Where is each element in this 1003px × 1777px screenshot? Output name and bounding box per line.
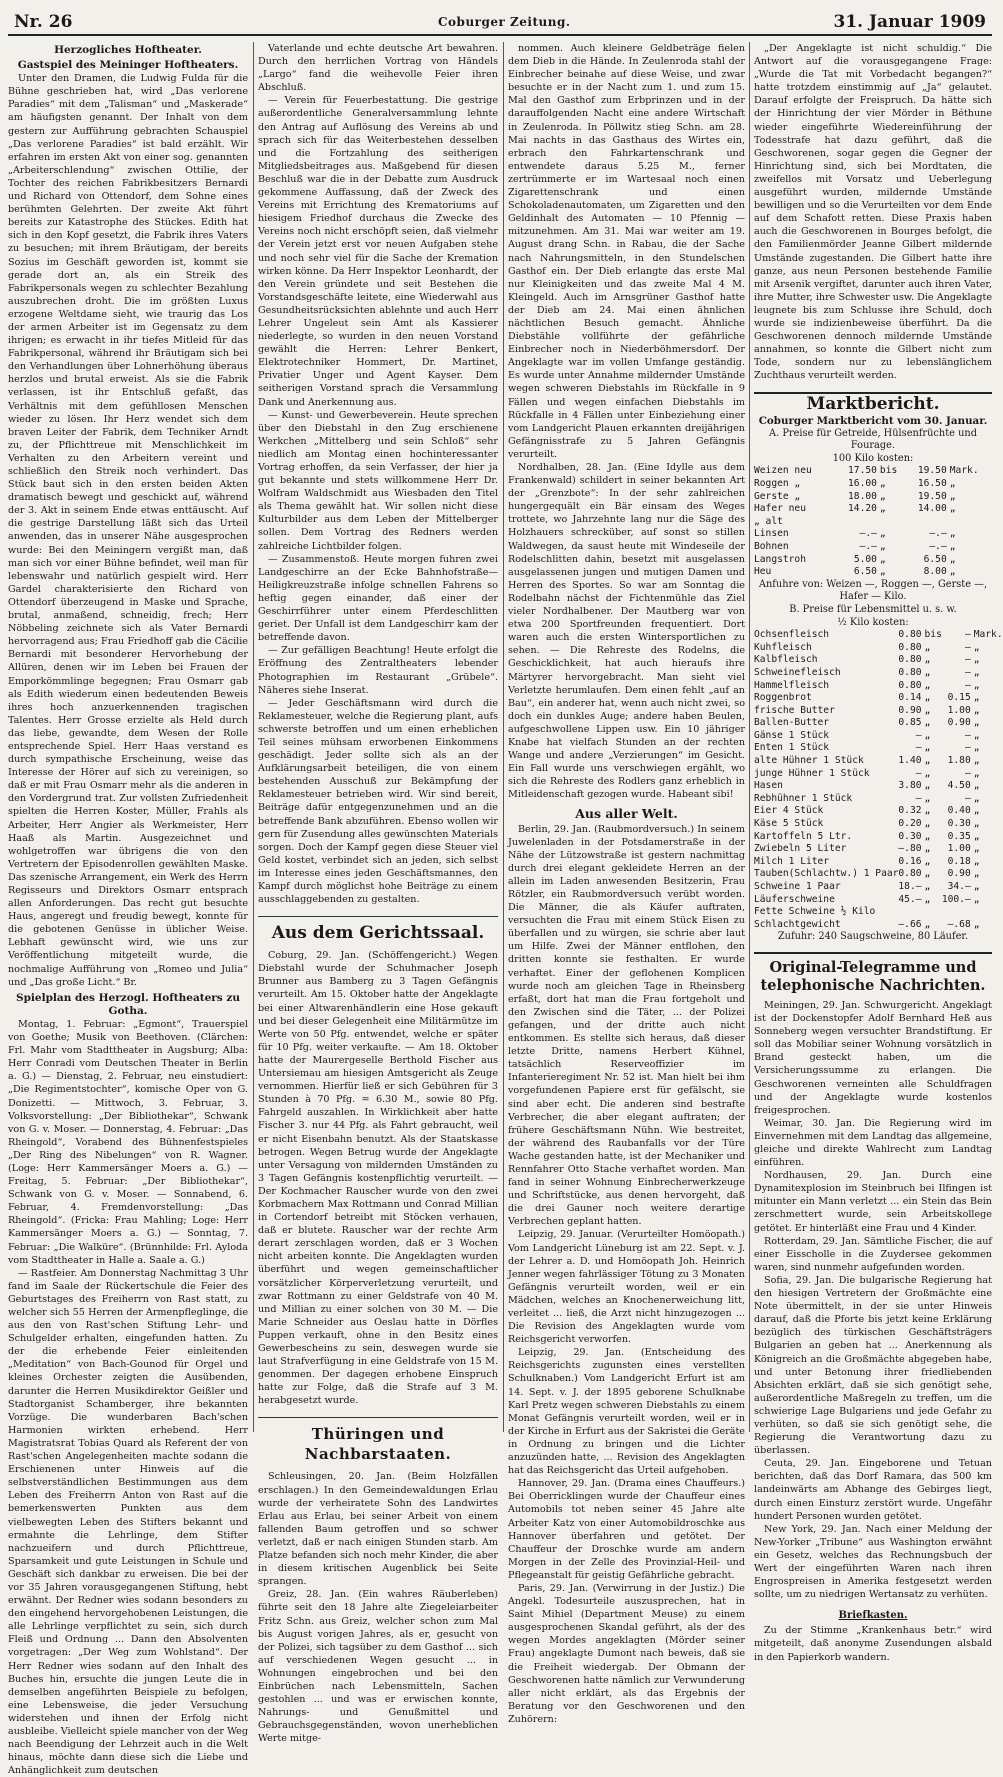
- article-paragraph: Greiz, 28. Jan. (Ein wahres Räuberleben) führte seit den 18 Jahre alte Ziegeleiarbeiter Fritz Schn. aus Greiz, welcher schon zum Mal bis August vorigen Jahres, als er, gesucht von der Polizei, sich tagsüber zu dem Gasthof ... sich auf verschiedenen Wegen gesucht ... in Wohnungen eingebrochen und bei den Einbrüchen nach Lebensmitteln, Sachen gestohlen ... und was er erwischen konnte, Nahrungs- und Genußmittel und Gebrauchsgegenständen, wovon unerheblichen Werte mitge-: [258, 1589, 498, 1745]
- market-price-low: 0.80: [898, 654, 922, 666]
- market-supply: Anfuhre von: Weizen —, Roggen —, Gerste —, Hafer — Kilo.: [758, 578, 988, 603]
- market-range-word: „: [924, 729, 931, 741]
- article-paragraph: — Zusammenstoß. Heute morgen fuhren zwei Landgeschirre an der Ecke Bahnhofstraße—Heiligkreuzstraße infolge schnellen Fahrens so heftig gegen einander, daß einer der Geschirrführer unter einem Pferdeschlitten geriet. Der Unfall ist dem Landgeschirr kam der betreffende davon.: [258, 553, 498, 644]
- market-row: [754, 465, 992, 478]
- market-price-low: —: [915, 742, 922, 754]
- market-price-low: 16.00: [848, 478, 877, 489]
- market-price-unit: „: [949, 478, 956, 489]
- market-price-unit: „: [949, 540, 956, 552]
- market-range-word: „: [879, 478, 886, 489]
- market-row: [754, 856, 1003, 869]
- market-price-high: —: [964, 654, 971, 666]
- market-range-word: „: [879, 553, 886, 565]
- market-price-high: —: [964, 629, 971, 641]
- article-paragraph: Unter den Dramen, die Ludwig Fulda für die Bühne geschrieben hat, wird „Das verlorene Paradies“ mit dem „Talisman“ und „Maskerade“ am häufigsten genannt. Der Inhalt von dem gestern zur Aufführung gebrachten Schauspiel „Das verlorene Paradies“ ist bald erzählt. Wir erfahren im ersten Akt von einer sog. genannten „Arbeiterschlendung“ zwischen Ottilie, der Tochter des reichen Fabrikbesitzers Bernardi und Richard von Ottendorf, dem Sohne eines berühmten Gelehrten. Der zweite Akt führt bereits zur Katastrophe des Stückes. Edith hat sich in den Kopf gesetzt, die Fabrik ihres Vaters zu besuchen; mit ihrem Bräutigam, der bereits Sozius im Geschäft geworden ist, kommt sie gerade dort an, als ein Streik des Fabrikpersonals wegen zu schlechter Bezahlung auszubrechen droht. Die im größten Luxus erzogene Weltdame sieht, wie traurig das Los der armen Arbeiter ist im Gegensatz zu dem ihrigen; es erwacht in ihr tiefes Mitleid für das Fabrikpersonal, während ihr Bräutigam sich bei den Verhandlungen über Lohnerhöhung überaus herzlos und brutal erweist. Als sie die Fabrik verlassen, ist ihr Entschluß gefaßt, das Verhältnis mit dem gefühllosen Menschen wieder zu lösen. Ihr Herz wendet sich dem braven Leiter der Fabrik, dem Techniker Arndt zu, der Pflichttreue mit Menschlichkeit im Verhalten zu den Arbeitern vereint und schließlich den Streik noch verhindert. Das Stück baut sich in den ersten beiden Akten dramatisch bewegt und geschickt auf, während der 3. Akt in seinem Ende etwas enttäuscht. Auf die gestrige Darstellung läßt sich das Urteil anwenden, das in unserer Nähe ausgesprochen wurde: Bei den Meiningern vergißt man, daß man sich vor einer Bühne befindet, weil man für lebenswahr und natürlich gespielt wird. Herr Gardel charakterisierte den Richard von Ottendorf überzeugend in Maske und Sprache, brutal, anmaßend, schneidig, frech; Herr Nöbbeling zeichnete sich als Vater Bernardi hervorragend aus; Frau Friedhoff gab die Cäcilie Bernardi mit besonderer Hervorhebung der Allüren, denen wir im Leben bei Frauen der Emporkömmlinge begegnen; Frau Osmarr gab als Edith wiederum einen bedeutenden Beweis ihres hoch anzuerkennenden tragischen Talentes. Herr Grosse erzielte als Held durch das liebe, gewandte, dem Wesen der Rolle entsprechende Spiel. Herr Haas verstand es durch sympathische Erscheinung, weise das Interesse der Hörer auf sich zu vereinigen, so daß er mit Frau Osmarr mehr als die anderen in den Vordergrund trat. Zur vollsten Zufriedenheit spielten die Herren Koster, Müller, Frahls als Arbeiter, Herr Angier als Werkmeister, Herr Haaß als Martin. Ausgezeichnet und wohlgetroffen war übrigens die von den Vertretern der Episodenrollen gewählten Maske. Das szenische Arrangement, ein Werk des Herrn Regisseurs und Direktors Osmarr entsprach allen Anforderungen. Das recht gut besuchte Haus, angeregt und freudig bewegt, konnte für die gebotenen Genüsse in üblicher Weise. Lebhaft gewünscht wird, wie uns zur Veröffentlichung mitgeteilt wurde, die nochmalige Aufführung von „Romeo und Julia“ und „Das große Licht.“ Br.: [8, 73, 248, 988]
- market-price-unit: „: [973, 855, 980, 867]
- market-item-label: Enten 1 Stück: [754, 742, 830, 754]
- market-range-word: „: [924, 893, 931, 905]
- market-range-word: „: [924, 818, 931, 830]
- market-price-low: 17.50: [848, 465, 877, 477]
- market-price-high: [942, 906, 971, 919]
- page-header: [8, 6, 992, 36]
- market-price-unit: „: [973, 755, 980, 767]
- market-row: [754, 730, 1003, 743]
- market-range-word: „: [924, 717, 931, 729]
- market-report-title: Marktbericht.: [754, 392, 992, 411]
- article-paragraph: nommen. Auch kleinere Geldbeträge fielen dem Dieb in die Hände. In Zeulenroda stahl der Einbrecher beinahe auf diese Weise, und zwar besuchte er in der Nacht zum 1. und zum 15. Mal den Gasthof zum Erbprinzen und in der darauffolgenden Nacht eine andere Wirtschaft in Zeulenroda. In Pöllwitz stieg Schn. am 28. Mai nachts in das Gasthaus des Wirtes ein, erbrach den Fahrkartenschrank und entwendete daraus 5.25 M., ferner zertrümmerte er im Wartesaal noch einen Zigarettenschrank und einen Schokoladenautomaten, um Zigaretten und den Geldinhalt des Automaten — 10 Pfennig — mitzunehmen. Am 31. Mai war weiter am 19. August drang Schn. in Rabau, die der Sache nach Nahrungsmitteln, in den Stundelschen Gasthof ein. Der Dieb erlangte das erste Mal nur Kleinigkeiten und das zweite Mal 4 M. Kleingeld. Auch im Arnsgrüner Gasthof hatte der Dieb am 24. Mai einen ähnlichen nächtlichen Besuch gemacht. Ähnliche Diebstähle vollführte der gefährliche Einbrecher noch in Niederböhmersdorf. Der Angeklagte war im vollen Umfange geständig. Es wurde unter Annahme mildernder Umstände wegen schweren Diebstahls im Rückfalle in 9 Fällen und wegen einfachen Diebstahls im Rückfalle in 4 Fällen unter Einbeziehung einer vom Landgericht Plauen erkannten dreijährigen Gefängnisstrafe zu 5 Jahren Gefängnis verurteilt.: [508, 43, 745, 460]
- market-price-unit: „: [973, 704, 980, 716]
- section-heading-region: Thüringen und Nachbarstaaten.: [258, 1417, 498, 1464]
- article-paragraph: — Jeder Geschäftsmann wird durch die Reklamesteuer, welche die Regierung plant, aufs schwerste betroffen und um einen erheblichen Teil seines mühsam erworbenen Einkommens geschädigt. Jeder sollte sich als an der Aufklärungsarbeit beteiligen, die von einem bestehenden Ausschuß zur Bekämpfung der Reklamesteuer betrieben wird. Wir sind bereit, Beiträge dafür entgegenzunehmen und an die betreffende Bank abzuführen. Ebenso wollen wir gern für Zusendung alles gewünschten Materials sorgen. Doch der Kampf gegen diese Steuer viel Geld kostet, verbindet sich an jeden, sich selbst im Interesse eines jeden Geschäftsmannes, den Kampf durch möglichst hohe Beiträge zu einem ausschlaggebenden zu gestalten.: [258, 697, 498, 906]
- market-price-low: —.66: [898, 918, 922, 930]
- market-price-unit: „: [949, 566, 956, 578]
- market-item-label: Ballen-Butter: [754, 717, 830, 729]
- article-paragraph: Meiningen, 29. Jan. Schwurgericht. Angeklagt ist der Dockenstopfer Adolf Bernhard Heß aus Sonneberg wegen versuchter Brandstiftung. Er soll das Mobiliar seiner Wohnung vorsätzlich in Brand gesteckt haben, um die Versicherungssumme zu erlangen. Die Geschworenen verneinten alle Schuldfragen und der Angeklagte wurde kostenlos freigesprochen.: [754, 999, 992, 1116]
- market-price-unit: „: [973, 767, 980, 779]
- market-row: [754, 516, 992, 529]
- market-range-word: bis: [924, 629, 942, 641]
- section-heading-telegrams: Original-Telegramme und telephonische Nachrichten.: [754, 952, 992, 995]
- market-item-label: Ochsenfleisch: [754, 629, 830, 641]
- market-item-label: Kalbfleisch: [754, 654, 818, 666]
- section-heading-mailbox: Briefkasten.: [838, 1610, 908, 1622]
- market-item-label: Käse 5 Stück: [754, 818, 824, 830]
- market-price-high: —: [964, 666, 971, 678]
- market-row: [754, 566, 992, 579]
- market-row: [754, 692, 1003, 705]
- market-item-label: Schlachtgewicht: [754, 918, 841, 930]
- market-row: [754, 478, 992, 491]
- market-range-word: „: [924, 855, 931, 867]
- market-row: [754, 793, 1003, 806]
- market-price-unit: „: [973, 805, 980, 817]
- market-item-label: Fette Schweine ½ Kilo: [754, 906, 876, 918]
- market-item-label: Linsen: [754, 528, 789, 540]
- market-range-word: bis: [879, 465, 898, 477]
- market-item-label: frische Butter: [754, 704, 835, 716]
- market-report-subtitle: Coburger Marktbericht vom 30. Januar.: [758, 414, 988, 427]
- market-row: [754, 805, 1003, 818]
- market-price-high: —: [964, 742, 971, 754]
- market-price-high: —.68: [947, 918, 971, 930]
- market-range-word: „: [924, 918, 931, 930]
- market-price-high: —: [964, 729, 971, 741]
- market-range-word: „: [924, 692, 931, 704]
- market-price-low: 0.30: [898, 830, 922, 842]
- market-row: [754, 667, 1003, 680]
- market-price-unit: „: [973, 830, 980, 842]
- market-section-a: A. Preise für Getreide, Hülsenfrüchte und Fourage.: [769, 427, 977, 452]
- market-row: [754, 680, 1003, 693]
- market-item-label: „ alt: [754, 515, 783, 527]
- market-item-label: Hafer neu: [754, 503, 806, 515]
- market-price-low: 0.16: [898, 855, 922, 867]
- market-item-label: Tauben(Schlachtw.) 1 Paar: [754, 868, 899, 880]
- market-price-unit: [947, 516, 992, 529]
- market-price-high: 0.15: [947, 692, 971, 704]
- market-price-low: 0.85: [898, 717, 922, 729]
- market-row: [754, 742, 1003, 755]
- market-range-word: „: [924, 805, 931, 817]
- article-paragraph: Montag, 1. Februar: „Egmont“, Trauerspiel von Goethe; Musik von Beethoven. (Clärchen: Frl. Mahr vom Stadttheater in Augsburg; Alba: Herr Conradi vom Deutschen Theater in Berlin a. G.) — Dienstag, 2. Februar, neu einstudiert: „Die Regimentstochter“, komische Oper von G. Donizetti. — Mittwoch, 3. Februar, 3. Volksvorstellung: „Der Bibliothekar“, Schwank von G. v. Moser. — Donnerstag, 4. Februar: „Das Rheingold“, Vorabend des Bühnenfestspieles „Der Ring des Nibelungen“ von R. Wagner. (Loge: Herr Kammersänger Moers a. G.) — Freitag, 5. Februar: „Der Bibliothekar“, Schwank von G. v. Moser. — Sonnabend, 6. Februar, 4. Fremdenvorstellung: „Das Rheingold“. (Fricka: Frau Mahling; Loge: Herr Kammersänger Moers a. G.) — Sonntag, 7. Februar: „Die Walküre“. (Brünnhilde: Frl. Ayloda vom Stadttheater in Halle a. Saale a. G.): [8, 1018, 248, 1266]
- market-price-unit: „: [973, 918, 980, 930]
- market-price-low: 0.80: [898, 679, 922, 691]
- market-price-low: —.—: [859, 528, 877, 540]
- market-price-unit: „: [949, 503, 956, 515]
- market-price-low: 0.80: [898, 868, 922, 880]
- market-section-b: B. Preise für Lebensmittel u. s. w.: [789, 603, 957, 615]
- article-paragraph: Rotterdam, 29. Jan. Sämtliche Fischer, die auf einer Eisscholle in die Zuydersee gekommen waren, sind nunmehr aufgefunden worden.: [754, 1235, 992, 1273]
- market-price-low: 3.80: [898, 780, 922, 792]
- market-row: [754, 629, 1003, 642]
- market-price-unit: „: [973, 780, 980, 792]
- market-range-word: „: [924, 679, 931, 691]
- market-range-word: [922, 906, 942, 919]
- market-price-high: 34.—: [947, 881, 971, 892]
- market-price-low: —.80: [898, 843, 922, 855]
- market-price-unit: „: [973, 641, 980, 653]
- market-price-low: [898, 906, 921, 919]
- market-row: [754, 818, 1003, 831]
- article-paragraph: „Der Angeklagte ist nicht schuldig.“ Die Antwort auf die vorausgegangene Frage: „Wurde die Tat mit Vorbedacht begangen?“ hatte trotzdem einstimmig auf „Ja“ gelautet. Darauf erfolgte der Freispruch. Da hätte sich der Hinrichtung der vier Mörder in Béthune wieder eingeführte Wiedereinführung der Todesstrafe hat dazu geführt, daß die Geschworenen, sogar gegen die Gegner der Hinrichtung sind, sich bei Mordtaten, die zweifellos mit Vorsatz und Ueberlegung ausgeführt wurden, mildernde Umstände bewilligen und so die Verurteilten vor dem Ende auf dem Schafott retten. Diese Praxis haben auch die Geschworenen in Bourges befolgt, die den Familienmörder Jeanne Gilbert mildernde Umstände zugestanden. Die Gilbert hatte ihre ganze, aus neun Personen bestehende Familie mit Arsenik vergiftet, darunter auch ihren Vater, ihre Mutter, ihre Schwester usw. Die Angeklagte leugnete bis zum Schlusse ihre Schuld, doch wurde sie indizienbeweise überführt. Da die Geschworenen dennoch mildernde Umstände annahmen, so konnte die Gilbert nicht zum Tode, sondern nur zu lebenslänglichem Zuchthaus verurteilt werden.: [754, 43, 992, 382]
- column-1: [8, 42, 248, 1777]
- market-range-word: „: [924, 843, 931, 855]
- market-range-word: „: [879, 490, 886, 502]
- issue-number: Nr. 26: [14, 12, 73, 32]
- market-item-label: Heu: [754, 566, 772, 578]
- market-price-high: 1.80: [947, 755, 971, 767]
- market-price-unit: „: [973, 792, 980, 804]
- market-price-high: 8.00: [923, 566, 947, 578]
- market-price-high: —.—: [929, 528, 947, 540]
- article-paragraph: Vaterlande und echte deutsche Art bewahren. Durch den herrlichen Vortrag von Händels „Largo“ fand die weihevolle Feier ihren Abschluß.: [258, 43, 498, 94]
- market-range-word: „: [879, 540, 886, 552]
- market-row: [754, 831, 1003, 844]
- market-row: [754, 642, 1003, 655]
- market-price-high: 16.50: [917, 478, 947, 489]
- market-range-word: „: [879, 503, 886, 515]
- market-price-high: 0.40: [947, 805, 971, 817]
- market-range-word: [877, 516, 906, 529]
- article-paragraph: New York, 29. Jan. Nach einer Meldung der New-Yorker „Tribune“ aus Washington erwähnt ein Gesetz, welches das Rechnungsbuch der Wert der eingeführten Waren nach ihren Engrospreisen in Amerika festgesetzt werden sollte, um zu niedrigen Wertansatz zu verhüten.: [754, 1523, 992, 1601]
- market-range-word: „: [924, 641, 931, 653]
- article-paragraph: — Zur gefälligen Beachtung! Heute erfolgt die Eröffnung des Zentraltheaters lebender Photographien im Restaurant „Grübele“. Näheres siehe Inserat.: [258, 645, 498, 696]
- market-price-high: —: [964, 641, 971, 653]
- market-table-grain: [754, 465, 992, 578]
- market-price-unit: „: [949, 490, 956, 502]
- market-range-word: „: [924, 830, 931, 842]
- market-item-label: Bohnen: [754, 540, 789, 552]
- market-range-word: „: [924, 881, 931, 892]
- article-paragraph: Nordhausen, 29. Jan. Durch eine Dynamitexplosion im Steinbruch bei Ilfingen ist mitunter ein Mann verletzt ... ein Stein das Bein zerschmettert wurde, sein Arbeitskollege getötet. Er hinterläßt eine Frau und 4 Kinder.: [754, 1170, 992, 1234]
- market-item-label: Hammelfleisch: [754, 679, 830, 691]
- article-paragraph: — Verein für Feuerbestattung. Die gestrige außerordentliche Generalversammlung lehnte den Antrag auf Auflösung des Vereins ab und sprach sich für das Weiterbestehen desselben und die Fortzahlung des seitherigen Mitgliedsbeitrages aus. Maßgebend für diesen Beschluß war die in der Debatte zum Ausdruck gekommene Auffassung, daß der Zweck des Vereins mit Errichtung des Krematoriums auf hiesigem Friedhof durchaus die Zwecke des Vereins noch nicht erschöpft seien, daß vielmehr der Verein jetzt erst vor neuen Aufgaben stehe und noch sehr viel für die Sache der Kremation wirken könne. Da Herr Inspektor Leonhardt, der den Verein gründete und seit Bestehen die Vorstandsgeschäfte leitete, eine Wiederwahl aus Gesundheitsrücksichten ablehnte und auch Herr Lehrer Ungeleut sein Amt als Kassierer niederlegte, so wurden in den neuen Vorstand gewählt die Herren: Lehrer Benkert, Elektrotechniker Hommert, Dr. Martinet, Privatier Unger und Agent Kayser. Dem seitherigen Vorstand sprach die Versammlung Dank und Anerkennung aus.: [258, 95, 498, 408]
- market-price-low: 14.20: [848, 503, 877, 515]
- market-item-label: Schweine 1 Paar: [754, 881, 841, 892]
- market-price-unit: „: [973, 654, 980, 666]
- market-item-label: Weizen neu: [754, 465, 812, 477]
- issue-date: 31. Januar 1909: [833, 12, 986, 32]
- article-paragraph: Leipzig, 29. Jan. (Entscheidung des Reichsgerichts zugunsten eines verstellten Schulknaben.) Vom Landgericht Erfurt ist am 14. Sept. v. J. der 1895 geborene Schulknabe Karl Pretz wegen schweren Diebstahls zu einem Monat Gefängnis verurteilt worden, weil er in der Kirche in Erfurt aus der Sakristei die Geräte in Ordnung zu bringen und die Lichter anzuzünden hatte, ... Revision des Angeklagten hat das Reichsgericht das Urteil aufgehoben.: [508, 1347, 745, 1477]
- market-item-label: Läuferschweine: [754, 893, 835, 905]
- market-price-unit: „: [973, 868, 980, 880]
- market-price-low: 6.50: [853, 566, 877, 578]
- market-price-high: 0.18: [947, 855, 971, 867]
- column-divider: [503, 42, 504, 1432]
- market-item-label: Rebhühner 1 Stück: [754, 792, 853, 804]
- market-price-unit: „: [973, 843, 980, 855]
- market-row: [754, 717, 1003, 730]
- section-heading-court: Aus dem Gerichtssaal.: [258, 916, 498, 943]
- market-range-word: „: [924, 767, 931, 779]
- market-unit-b: ½ Kilo kosten:: [837, 616, 909, 628]
- article-subheading: Gastspiel des Meininger Hoftheaters.: [17, 59, 239, 72]
- market-price-unit: Mark.: [973, 629, 1003, 641]
- market-price-high: [906, 516, 947, 529]
- market-price-low: —: [915, 729, 922, 741]
- market-price-unit: „: [973, 893, 980, 905]
- market-item-label: junge Hühner 1 Stück: [754, 767, 870, 779]
- market-price-high: 4.50: [947, 780, 971, 792]
- article-paragraph: — Kunst- und Gewerbeverein. Heute sprechen über den Diebstahl in den Zug erschienene Werkchen „Mittelberg und sein Schloß“ sehr niedlich am Montag einen hochinteressanter Vortrag erhoffen, da sein Verfasser, der hier ja gut bekannte und stets willkommene Herr Dr. Wolfram Waldschmidt aus Wiesbaden den Titel als Thema gewählt hat. Wir sollen nicht diese Kulturbilder aus dem Leben der Mittelberger sollen. Dem Vortrag des Redners werden zahlreiche Lichtbilder folgen.: [258, 409, 498, 552]
- market-item-label: Milch 1 Liter: [754, 855, 830, 867]
- market-item-label: Kuhfleisch: [754, 641, 812, 653]
- market-item-label: Gänse 1 Stück: [754, 729, 830, 741]
- market-price-unit: „: [973, 666, 980, 678]
- market-row: [754, 868, 1003, 881]
- market-row: [754, 843, 1003, 856]
- market-price-low: 18.—: [898, 881, 922, 892]
- market-price-high: —: [964, 792, 971, 804]
- newspaper-page: [8, 6, 1003, 1777]
- market-range-word: „: [924, 792, 931, 804]
- market-price-low: [836, 516, 877, 529]
- column-4: [754, 42, 1003, 1663]
- market-price-low: —: [915, 767, 922, 779]
- schedule-heading: Spielplan des Herzogl. Hoftheaters zu Gotha.: [16, 991, 240, 1017]
- market-range-word: „: [924, 868, 931, 880]
- market-range-word: „: [924, 666, 931, 678]
- article-paragraph: Nordhalben, 28. Jan. (Eine Idylle aus dem Frankenwald) schildert in seiner bekannten Art der „Grenzbote“: In der sehr zahlreichen hungergequält ein Bär einsam des Weges trottete, wo Jahrzehnte lang nur die Säge des Holzhauers schrecküber, auf sonst so stillen Waldwegen, da saust heute mit Windeseile der Rodelschlitten dahin, besetzt mit ausgelassen ausgelassenen jungen und mutigen Damen und Herren des Sportes. So war am Sonntag die Rodelbahn nächst der Fichtenmühle das Ziel vieler Nordhalbener. Der Mautberg war von etwa 200 Sportfreunden frequentiert. Dort waren auch die ersten Wintersportlichen zu sehen. — Die Rehreste des Rodelns, die Geschicklichkeit, hat auch hieraufs ihre Märtyrer hervorgebracht. Man sieht viel Verletzte herumlaufen. Dem einen fehlt „auf an Bau“, ein anderer hat, wenn auch nicht zwei, so doch ein dunkles Auge; andere haben Beulen, aufgeschwollene Lippen usw. Ein 10 jähriger Knabe hat vielfach Stunden an der rechten Wange und andere „Verzierungen“ im Gesicht. Ein Fall wurde uns verschwiegen ergählt, wo sich die Rehreste des Rodlers ganz erheblich in Mitleidenschaft gezogen wurde. Habeant sibi!: [508, 462, 745, 801]
- market-price-high: 0.35: [947, 830, 971, 842]
- market-range-word: „: [924, 704, 931, 716]
- market-range-word: „: [879, 566, 886, 578]
- market-price-low: 18.00: [848, 490, 877, 502]
- market-price-high: 19.50: [917, 490, 947, 502]
- market-price-low: 0.32: [898, 805, 922, 817]
- market-item-label: alte Hühner 1 Stück: [754, 755, 864, 767]
- market-table-food: [754, 629, 1003, 931]
- market-price-high: 0.30: [947, 818, 971, 830]
- market-price-high: —.—: [929, 540, 947, 552]
- section-heading-theater: Herzogliches Hoftheater.: [54, 44, 202, 56]
- market-price-unit: [971, 906, 1003, 919]
- market-price-low: 1.40: [898, 755, 922, 767]
- market-price-unit: „: [973, 742, 980, 754]
- market-price-low: 0.80: [898, 629, 922, 641]
- market-row: [754, 768, 1003, 781]
- market-range-word: „: [924, 742, 931, 754]
- article-paragraph: Weimar, 30. Jan. Die Regierung wird im Einvernehmen mit dem Landtag das allgemeine, gleiche und direkte Wahlrecht zum Landtag einführen.: [754, 1117, 992, 1169]
- article-paragraph: Schleusingen, 20. Jan. (Beim Holzfällen erschlagen.) In den Gemeindewaldungen Erlau wurde der verheiratete Sohn des Landwirtes Erlau aus Erlau, bei seiner Arbeit von einem fallenden Baum getroffen und so schwer verletzt, daß er nach einigen Stunden starb. Am Platze befanden sich noch mehr Kinder, die aber in diesem kritischen Augenblick bei Seite sprangen.: [258, 1471, 498, 1588]
- market-price-high: —: [964, 767, 971, 779]
- market-item-label: Gerste „: [754, 490, 801, 502]
- market-row: [754, 755, 1003, 768]
- market-price-high: 100.—: [941, 893, 971, 905]
- market-item-label: Zwiebeln 5 Liter: [754, 843, 847, 855]
- market-price-unit: „: [973, 717, 980, 729]
- market-range-word: „: [879, 528, 886, 540]
- market-item-label: Roggen „: [754, 478, 801, 489]
- column-divider: [749, 42, 750, 1432]
- market-price-high: 19.50: [917, 465, 947, 477]
- market-row: [754, 528, 992, 541]
- market-price-high: 1.00: [947, 704, 971, 716]
- article-paragraph: Leipzig, 29. Januar. (Verurteilter Homöopath.) Vom Landgericht Lüneburg ist am 22. Sept. v. J. der Lehrer a. D. und Homöopath Joh. Heinrich Jenner wegen fahrlässiger Tötung zu 3 Monaten Gefängnis verurteilt worden, weil er ein Mädchen, welches an Knochenerweichung litt, verleitet ... ließ, die Arzt nicht hinzugezogen ... Die Revision des Angeklagten wurde vom Reichsgericht verworfen.: [508, 1229, 745, 1346]
- market-item-label: Schweinefleisch: [754, 666, 841, 678]
- article-paragraph: Coburg, 29. Jan. (Schöffengericht.) Wegen Diebstahl wurde der Schuhmacher Joseph Brunner aus Bamberg zu 3 Tagen Gefängnis verurteilt. Am 15. Oktober hatte der Angeklagte bei einer Altwarenhändlerin eine Hose gekauft und bei dieser Gelegenheit eine Militärmütze im Werte von 50 Pfg. entwendet, welche er später für 10 Pfg. weiter verkaufte. — Am 18. Oktober hatte der Maurergeselle Berthold Fischer aus Untersiemau am hiesigen Amtsgericht als Zeuge vernommen. Hierfür ließ er sich Gebühren für 3 Stunden à 70 Pfg. = 6.30 M., sowie 80 Pfg. Fahrgeld auszahlen. In Wirklichkeit aber hatte Fischer 3. nur 44 Pfg. als Fahrt gebraucht, weil er nicht Eisenbahn benutzt. Als der Staatskasse betrogen. Wegen Betrug wurde der Angeklagte unter Versagung von mildernden Umständen zu 3 Tagen Gefängnis kostenpflichtig verurteilt. — Der Kochmacher Rauscher wurde von den zwei Korbmachern Max Rottmann und Conrad Millian in Cortendorf betreibt mit Stöcken verhauen, daß er blutete. Rauscher war der rechte Arm derart zerschlagen worden, daß er 3 Wochen nicht arbeiten konnte. Die Angeklagten wurden überführt und wegen gemeinschaftlicher vorsätzlicher Körperverletzung verurteilt, und zwar Rottmann zu einer Geldstrafe von 40 M. und Millian zu einer solchen von 30 M. — Die Marie Schneider aus Oeslau hatte in Dörfles Puppen verkauft, ohne in den Besitz eines Gewerbescheins zu sein, deswegen wurde sie laut Strafverfügung in eine Geldstrafe von 15 M. genommen. Der dagegen erhobene Einspruch hatte zur Folge, daß die Strafe auf 3 M. herabgesetzt wurde.: [258, 950, 498, 1407]
- market-price-unit: Mark.: [949, 465, 979, 477]
- column-2: [258, 42, 498, 1745]
- market-item-label: Hasen: [754, 780, 783, 792]
- market-item-label: Eier 4 Stück: [754, 805, 824, 817]
- market-row: [754, 894, 1003, 907]
- article-paragraph: Paris, 29. Jan. (Verwirrung in der Justiz.) Die Angekl. Todesurteile auszusprechen, hat in Saint Mihiel (Department Meuse) zu einem ausgesprochenen Skandal geführt, als der des wegen Mordes angeklagten (Mörder seiner Frau) angeklagte Dumont nach beweis, daß sie die Freiheit wiedergab. Der Obmann der Geschworenen hatte nämlich zur Verwunderung aller nicht erklärt, als das Ergebnis der Beratung vor den Geschworenen und den Zuhörern:: [508, 1582, 745, 1725]
- market-row: [754, 503, 992, 516]
- market-row: [754, 541, 992, 554]
- market-row: [754, 906, 1003, 919]
- market-price-low: —.—: [859, 540, 877, 552]
- market-row: [754, 705, 1003, 718]
- market-item-label: Roggenbrot: [754, 692, 812, 704]
- article-paragraph: Berlin, 29. Jan. (Raubmordversuch.) In seinem Juwelenladen in der Potsdamerstraße in der Nähe der Lützowstraße ist gestern nachmittag durch drei elegant gekleidete Herren an der allein im Laden anwesenden Besitzerin, Frau Rötzler, ein Raubmordversuch verübt worden. Die Männer, die als Käufer auftraten, versuchten die Frau mit einem Stück Eisen zu überfallen und zu würgen, sie schrie aber laut um Hilfe. Zwei der Männer entflohen, den dritten konnte sie festhalten. Er wurde verhaftet. Einer der geflohenen Komplicen wurde noch am gleichen Tage in Rheinsberg erfaßt, dort hat man die Frau fortgeholt und den Zwischen sind die Täter, ... der Polizei gefangen, und der dritte auch nicht entkommen. Es stellte sich heraus, daß dieser letzte Dritte, namens Herbert Kühnel, tatsächlich Reserveoffizier im Infanterieregiment Nr. 52 ist. Man hielt bei ihm vorgefundenen Papiere erst für gefälscht, sie sind aber echt. Die anderen sind bestrafte Verbrecher, die aber elegant auftraten; der frühere Geschäftsmann Nühn. Wie bestreitet, der während des Raubanfalls vor der Türe Wache gestanden hatte, ist der Mechaniker und Rennfahrer Otto Stache verhaftet worden. Man fand in seiner Wohnung Einbrecherwerkzeuge und Schriftstücke, aus denen hervorgeht, daß die drei Gauner noch weitere derartige Verbrechen geplant hatten.: [508, 823, 745, 1228]
- market-row: [754, 554, 992, 567]
- market-price-high: 6.50: [923, 553, 947, 565]
- article-paragraph: Sofia, 29. Jan. Die bulgarische Regierung hat den hiesigen Vertretern der Großmächte eine Note übermittelt, in der sie unter Hinweis darauf, daß die Pforte bis jetzt keine Erklärung bezüglich des türkischen Geschäftsträgers Bulgarien an geben hat ... Anerkennung als Königreich an die Großmächte abgegeben habe, und unter Betonung ihrer friedliebenden Absichten erklärt, daß sie sich genötigt sehe, außerordentliche Maßregeln zu treffen, um die schwierige Lage Bulgariens und jede Gefahr zu verhüten, so daß sie sich genötigt sehe, die Regierung die Verantwortung dazu zu überlassen.: [754, 1274, 992, 1457]
- newspaper-title: Coburger Zeitung.: [438, 15, 571, 29]
- market-price-low: 0.80: [898, 641, 922, 653]
- article-paragraph: Zu der Stimme „Krankenhaus betr.“ wird mitgeteilt, daß anonyme Zusendungen alsbald in den Papierkorb wandern.: [754, 1625, 992, 1663]
- column-divider: [253, 42, 254, 1432]
- article-paragraph: Ceuta, 29. Jan. Eingeborene und Tetuan berichten, daß das Dorf Ramara, das 500 km landeinwärts am Abhange des Gebirges liegt, durch einen Einsturz zerstört wurde. Ungefähr hundert Personen wurden getötet.: [754, 1458, 992, 1522]
- market-price-high: 1.00: [947, 843, 971, 855]
- market-price-unit: „: [973, 818, 980, 830]
- market-price-high: 14.00: [917, 503, 947, 515]
- market-price-low: 0.90: [898, 704, 922, 716]
- market-row: [754, 881, 1003, 894]
- market-price-unit: „: [973, 679, 980, 691]
- market-price-high: —: [964, 679, 971, 691]
- market-price-low: —: [915, 792, 922, 804]
- market-row: [754, 654, 1003, 667]
- market-price-unit: „: [973, 881, 980, 892]
- section-heading-world: Aus aller Welt.: [575, 806, 678, 822]
- market-price-unit: „: [973, 692, 980, 704]
- market-row: [754, 919, 1003, 932]
- market-price-unit: „: [949, 553, 956, 565]
- market-range-word: „: [924, 780, 931, 792]
- market-row: [754, 780, 1003, 793]
- market-price-unit: „: [949, 528, 956, 540]
- market-range-word: „: [924, 654, 931, 666]
- market-price-high: 0.90: [947, 717, 971, 729]
- article-paragraph: Hannover, 29. Jan. (Drama eines Chauffeurs.) Bei Oberricklingen wurde der Chauffeur eines Automobils tot neben seiner 45 Jahre alte Arbeiter Katz von einer Automobildroschke aus Hannover überfahren und getötet. Der Chauffeur der Droschke wurde am andern Morgen in der Zelle des Provinzial-Heil- und Pflegeanstalt für geistig Gefährliche gebracht.: [508, 1478, 745, 1581]
- market-supply-b: Zufuhr: 240 Saugschweine, 80 Läufer.: [777, 931, 969, 943]
- market-price-low: 0.20: [898, 818, 922, 830]
- market-price-low: 5.00: [853, 553, 877, 565]
- market-price-low: 0.14: [898, 692, 922, 704]
- market-item-label: Langstroh: [754, 553, 806, 565]
- market-price-low: 45.—: [898, 893, 922, 905]
- article-paragraph: — Rastfeier. Am Donnerstag Nachmittag 3 Uhr fand im Saale der Rückertschule die Feier des Geburtstages des Freiherrn von Rast statt, zu welcher sich 55 Herren der Armenpfleglinge, die aus den von Rast'schen Stiftung Lehr- und Schulgelder erhalten, eingefunden hatten. Zu der die erhebende Feier einleitenden „Meditation“ von Bach-Gounod für Orgel und kleines Orchester zeigten die Ausübenden, darunter die Herren Musikdirektor Geißler und Stadtorganist Schamberger, ihre bekannten Vorzüge. Die wunderbaren Bach'schen Harmonien wirkten erhebend. Herr Magistratsrat Tobias Quard als Referent der von Rast'schen Angelegenheiten machte sodann die Erschienenen unter Hinweis auf die selbstverständlichen Bestimmungen aus dem Leben des Freiherrn Anton von Rast auf die bemerkenswerten Punkten aus dem vielbewegten Leben des Stifters bekannt und ermahnte die Lehrlinge, dem Stifter nachzueifern und durch Pflichttreue, Sparsamkeit und gute Leistungen in Schule und Geschäft sich dankbar zu erweisen. Die bei der vor 35 Jahren vorausgegangenen Stiftung, hebt erwähnt. Der Redner wies sodann besonders zu den eingehend hervorgehobenen Leistungen, die alle Lehrlinge verpflichtet zu sein, sich durch Fleiß und Ordnung ... Dann den Absolventen vorgetragen: „Der Weg zum Wohlstand“. Der Herr Redner wies sodann auf den Inhalt des Buches hin, ersuchte die jungen Leute die in demselben angeführten Beispiele zu befolgen, eine Lebensweise, die jeder Versuchung widerstehen und ihnen der Erfolg nicht ausbleibe. Vielleicht spiele mancher von der Weg nach Beendigung der Lehrzeit auch in die Welt hinaus, möchte dann diese sich die Liebe und Anhänglichkeit zum deutschen: [8, 1267, 248, 1777]
- market-row: [754, 491, 992, 504]
- column-3: [508, 42, 745, 1725]
- market-price-low: 0.80: [898, 666, 922, 678]
- market-range-word: „: [924, 755, 931, 767]
- market-item-label: Kartoffeln 5 Ltr.: [754, 830, 853, 842]
- market-unit-a: 100 Kilo kosten:: [832, 452, 914, 464]
- market-price-unit: „: [973, 729, 980, 741]
- market-price-high: 0.90: [947, 868, 971, 880]
